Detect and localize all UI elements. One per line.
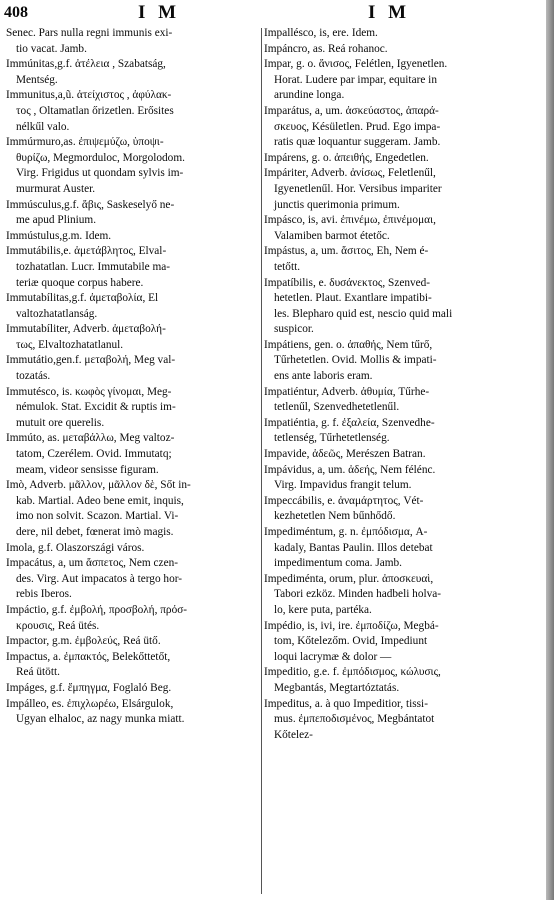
entry-headline: Immutátio,gen.f. μεταβολή, Meg val- — [6, 354, 176, 367]
page-number: 408 — [4, 4, 28, 21]
dictionary-entry — [264, 26, 542, 42]
entry-continuation: tetlenség, Tűrhetetlenség. — [274, 432, 390, 445]
entry-headline: Impásco, is, avi. ἐπινέμω, ἐπινέμομαι, — [264, 214, 436, 227]
dictionary-entry — [264, 166, 542, 213]
page-edge — [546, 0, 554, 900]
entry-headline: Immutábilis,e. ἀμετάβλητος, Elval- — [6, 245, 167, 258]
entry-continuation: ratis quæ loquantur suggeram. Jamb. — [274, 136, 441, 149]
entry-continuation: tetlenűl, Szenvedhetetlenűl. — [274, 401, 400, 414]
entry-continuation: kab. Martial. Adeo bene emit, inquis, — [16, 494, 184, 507]
entry-headline: Impáctio, g.f. ἐμβολή, προσβολή, πρόσ- — [6, 603, 188, 616]
dictionary-entry — [6, 198, 263, 229]
running-head-left: I M — [138, 2, 181, 23]
entry-headline: Impálleo, es. ἐπιχλωρέω, Elsárgulok, — [6, 697, 174, 710]
dictionary-entry — [264, 276, 542, 338]
entry-continuation: Megbantás, Megtartóztatás. — [274, 681, 400, 694]
entry-continuation: Virg. Impavidus frangit telum. — [274, 479, 412, 492]
entry-continuation: Virg. Frigidus ut quondam sylvis im- — [16, 167, 184, 180]
dictionary-entry — [264, 697, 542, 744]
dictionary-entry — [6, 26, 263, 57]
entry-headline: Impátiens, gen. o. ἀπαθής, Nem tűrő, — [264, 338, 433, 351]
entry-continuation: hetetlen. Plaut. Exantlare impatibi- — [274, 292, 432, 305]
entry-continuation: tatom, Czerélem. Ovid. Immutatq; — [16, 448, 172, 461]
entry-headline: Immúto, as. μεταβάλλω, Meg valtoz- — [6, 432, 175, 445]
entry-headline: Impatiéntia, g. f. ἐξαλεία, Szenvedhe- — [264, 416, 435, 429]
entry-headline: Impáriter, Adverb. ἀνίσως, Feletlenűl, — [264, 167, 436, 180]
entry-continuation: tetőtt. — [274, 260, 301, 273]
entry-continuation: némulok. Stat. Excidit & ruptis im- — [16, 401, 176, 414]
dictionary-entry — [6, 478, 263, 540]
entry-continuation: Mentség. — [16, 73, 58, 86]
entry-continuation: les. Blepharo quid est, nescio quid mali — [274, 307, 453, 320]
dictionary-entry — [6, 57, 263, 88]
entry-headline: Impávidus, a, um. ἀδεής, Nem félénc. — [264, 463, 436, 476]
dictionary-entry — [6, 353, 263, 384]
entry-continuation: me apud Plinium. — [16, 214, 97, 227]
left-column — [6, 26, 263, 900]
dictionary-entry — [6, 135, 263, 197]
entry-continuation: loqui lacrymæ & dolor — — [274, 650, 392, 663]
dictionary-entry — [6, 603, 263, 634]
dictionary-entry — [264, 244, 542, 275]
running-head-right: I M — [368, 2, 411, 23]
entry-continuation: Kőtelez- — [274, 728, 313, 741]
entry-continuation: Igyenetlenűl. Hor. Versibus impariter — [274, 182, 442, 195]
entry-continuation: Ugyan elhaloc, az nagy munka miatt. — [16, 713, 185, 726]
entry-headline: Imparátus, a, um. ἀσκεύαστος, ἀπαρά- — [264, 104, 439, 117]
entry-continuation: θυρίζω, Megmorduloc, Morgolodom. — [16, 151, 185, 164]
entry-headline: Impactus, a. ἐμπακτός, Belekőttetőt, — [6, 650, 171, 663]
entry-headline: Impeditio, g.e. f. ἐμπόδισμος, κώλυσις, — [264, 666, 441, 679]
entry-headline: Impástus, a, um. ἄσιτος, Eh, Nem é- — [264, 245, 429, 258]
entry-continuation: ens ante laboris eram. — [274, 370, 373, 383]
entry-continuation: junctis querimonia primum. — [274, 198, 400, 211]
entry-continuation: nélkűl valo. — [16, 120, 70, 133]
dictionary-entry — [264, 338, 542, 385]
entry-continuation: impedimentum coma. Jamb. — [274, 557, 403, 570]
entry-headline: Impatiéntur, Adverb. ἀθυμία, Tűrhe- — [264, 385, 430, 398]
entry-continuation: suspicor. — [274, 323, 314, 336]
entry-headline: Impavide, ἀδεῶς, Merészen Batran. — [264, 448, 426, 461]
entry-headline: Immutabíliter, Adverb. ἀμεταβολή- — [6, 323, 166, 336]
dictionary-entry — [6, 244, 263, 291]
dictionary-entry — [264, 104, 542, 151]
entry-continuation: τως, Elvaltozhatatlanul. — [16, 338, 124, 351]
entry-headline: Impárens, g. o. ἀπειθής, Engedetlen. — [264, 151, 429, 164]
entry-headline: Immúrmuro,as. ἐπιψεμύζω, ὑποψι- — [6, 136, 164, 149]
entry-headline: Impatíbilis, e. δυσάνεκτος, Szenved- — [264, 276, 431, 289]
entry-continuation: Valamiben barmot étetőc. — [274, 229, 390, 242]
entry-headline: Immúnitas,g.f. ἀτέλεια , Szabatság, — [6, 58, 166, 71]
entry-headline: Impactor, g.m. ἐμβολεύς, Reá ütő. — [6, 635, 161, 648]
entry-headline: Immunitus,a,ũ. ἀτείχιστος , ἀφύλακ- — [6, 89, 172, 102]
entry-headline: Impar, g. o. ἄνισος, Felétlen, Igyenetlen. — [264, 58, 448, 71]
entry-continuation: rebis Iberos. — [16, 588, 72, 601]
dictionary-entry — [264, 619, 542, 666]
entry-headline: Impediménta, orum, plur. ἀποσκευαὶ, — [264, 572, 434, 585]
entry-continuation: arundine longa. — [274, 89, 345, 102]
entry-continuation: murmurat Auster. — [16, 182, 96, 195]
entry-headline: Immústulus,g.m. Idem. — [6, 229, 112, 242]
dictionary-entry — [264, 416, 542, 447]
entry-headline: Immúsculus,g.f. ἄβις, Saskeselyő ne- — [6, 198, 175, 211]
entry-headline: Senec. Pars nulla regni immunis exi- — [6, 27, 173, 39]
entry-continuation: Horat. Ludere par impar, equitare in — [274, 73, 437, 86]
entry-headline: Immutésco, is. κωφὸς γίνομαι, Meg- — [6, 385, 172, 398]
entry-continuation: valtozhatatlanság. — [16, 307, 98, 320]
dictionary-entry — [6, 229, 263, 245]
dictionary-entry — [264, 151, 542, 167]
dictionary-entry — [6, 556, 263, 603]
dictionary-entry — [6, 541, 263, 557]
entry-continuation: kezhetetlen Nem bűnhődő. — [274, 510, 396, 523]
dictionary-entry — [264, 525, 542, 572]
dictionary-entry — [6, 385, 263, 432]
entry-headline: Imola, g.f. Olaszországi város. — [6, 541, 145, 554]
entry-continuation: des. Virg. Aut impacatos à tergo hor- — [16, 572, 183, 585]
dictionary-entry — [264, 213, 542, 244]
entry-headline: Impáges, g.f. ἔμπηγμα, Foglaló Beg. — [6, 681, 172, 694]
dictionary-entry — [6, 431, 263, 478]
dictionary-entry — [264, 42, 542, 58]
entry-continuation: tom, Kőtelezőm. Ovid, Impediunt — [274, 635, 428, 648]
entry-continuation: Tabori ezköz. Minden hadbeli holva- — [274, 588, 442, 601]
entry-continuation: κρουσις, Reá ütés. — [16, 619, 100, 632]
dictionary-entry — [6, 291, 263, 322]
entry-continuation: tozatás. — [16, 370, 51, 383]
entry-headline: Impediméntum, g. n. ἐμπόδισμα, A- — [264, 526, 428, 538]
entry-continuation: Tűrhetetlen. Ovid. Mollis & impati- — [274, 354, 437, 367]
entry-continuation: kadaly, Bantas Paulin. Illos detebat — [274, 541, 433, 554]
entry-continuation: tozhatatlan. Lucr. Immutabile ma- — [16, 260, 171, 273]
entry-continuation: teriæ quoque corpus habere. — [16, 276, 144, 289]
dictionary-entry — [264, 572, 542, 619]
dictionary-entry — [6, 88, 263, 135]
dictionary-entry — [6, 634, 263, 650]
entry-continuation: lo, kere puta, partéka. — [274, 603, 372, 616]
entry-continuation: meam, videor sensisse figuram. — [16, 463, 159, 476]
dictionary-entry — [264, 665, 542, 696]
entry-continuation: τος , Oltamatlan őrizetlen. Erősites — [16, 104, 174, 117]
dictionary-entry — [264, 463, 542, 494]
entry-headline: Impeditus, a. à quo Impeditior, tissi- — [264, 697, 428, 710]
entry-continuation: mutuit ore querelis. — [16, 416, 105, 429]
dictionary-entry — [264, 57, 542, 104]
entry-headline: Imò, Adverb. μᾶλλον, μᾶλλον δὲ, Sőt in- — [6, 479, 191, 492]
dictionary-entry — [6, 681, 263, 697]
entry-headline: Impacátus, a, um ἄσπετος, Nem czen- — [6, 557, 178, 570]
dictionary-entry — [6, 697, 263, 728]
dictionary-entry — [264, 447, 542, 463]
dictionary-entry — [264, 494, 542, 525]
entry-continuation: imo non solvit. Scazon. Martial. Vi- — [16, 510, 179, 523]
entry-continuation: σκευος, Késületlen. Prud. Ego impa- — [274, 120, 441, 133]
entry-continuation: tio vacat. Jamb. — [16, 42, 87, 55]
entry-headline: Impáncro, as. Reá rohanoc. — [264, 42, 388, 55]
entry-headline: Impallésco, is, ere. Idem. — [264, 27, 378, 39]
dictionary-entry — [6, 322, 263, 353]
dictionary-entry — [264, 385, 542, 416]
right-column — [264, 26, 542, 900]
entry-continuation: mus. ἐμπεποδισμένος, Megbántatot — [274, 713, 435, 726]
entry-continuation: Reá ütött. — [16, 666, 60, 679]
entry-headline: Impeccábilis, e. ἀναμάρτητος, Vét- — [264, 494, 424, 507]
entry-continuation: dere, nil debet, fœnerat imò magis. — [16, 526, 174, 538]
entry-headline: Impédio, is, ivi, ire. ἐμποδίζω, Megbá- — [264, 619, 439, 632]
dictionary-entry — [6, 650, 263, 681]
entry-headline: Immutabílitas,g.f. ἀμεταβολία, El — [6, 292, 159, 305]
